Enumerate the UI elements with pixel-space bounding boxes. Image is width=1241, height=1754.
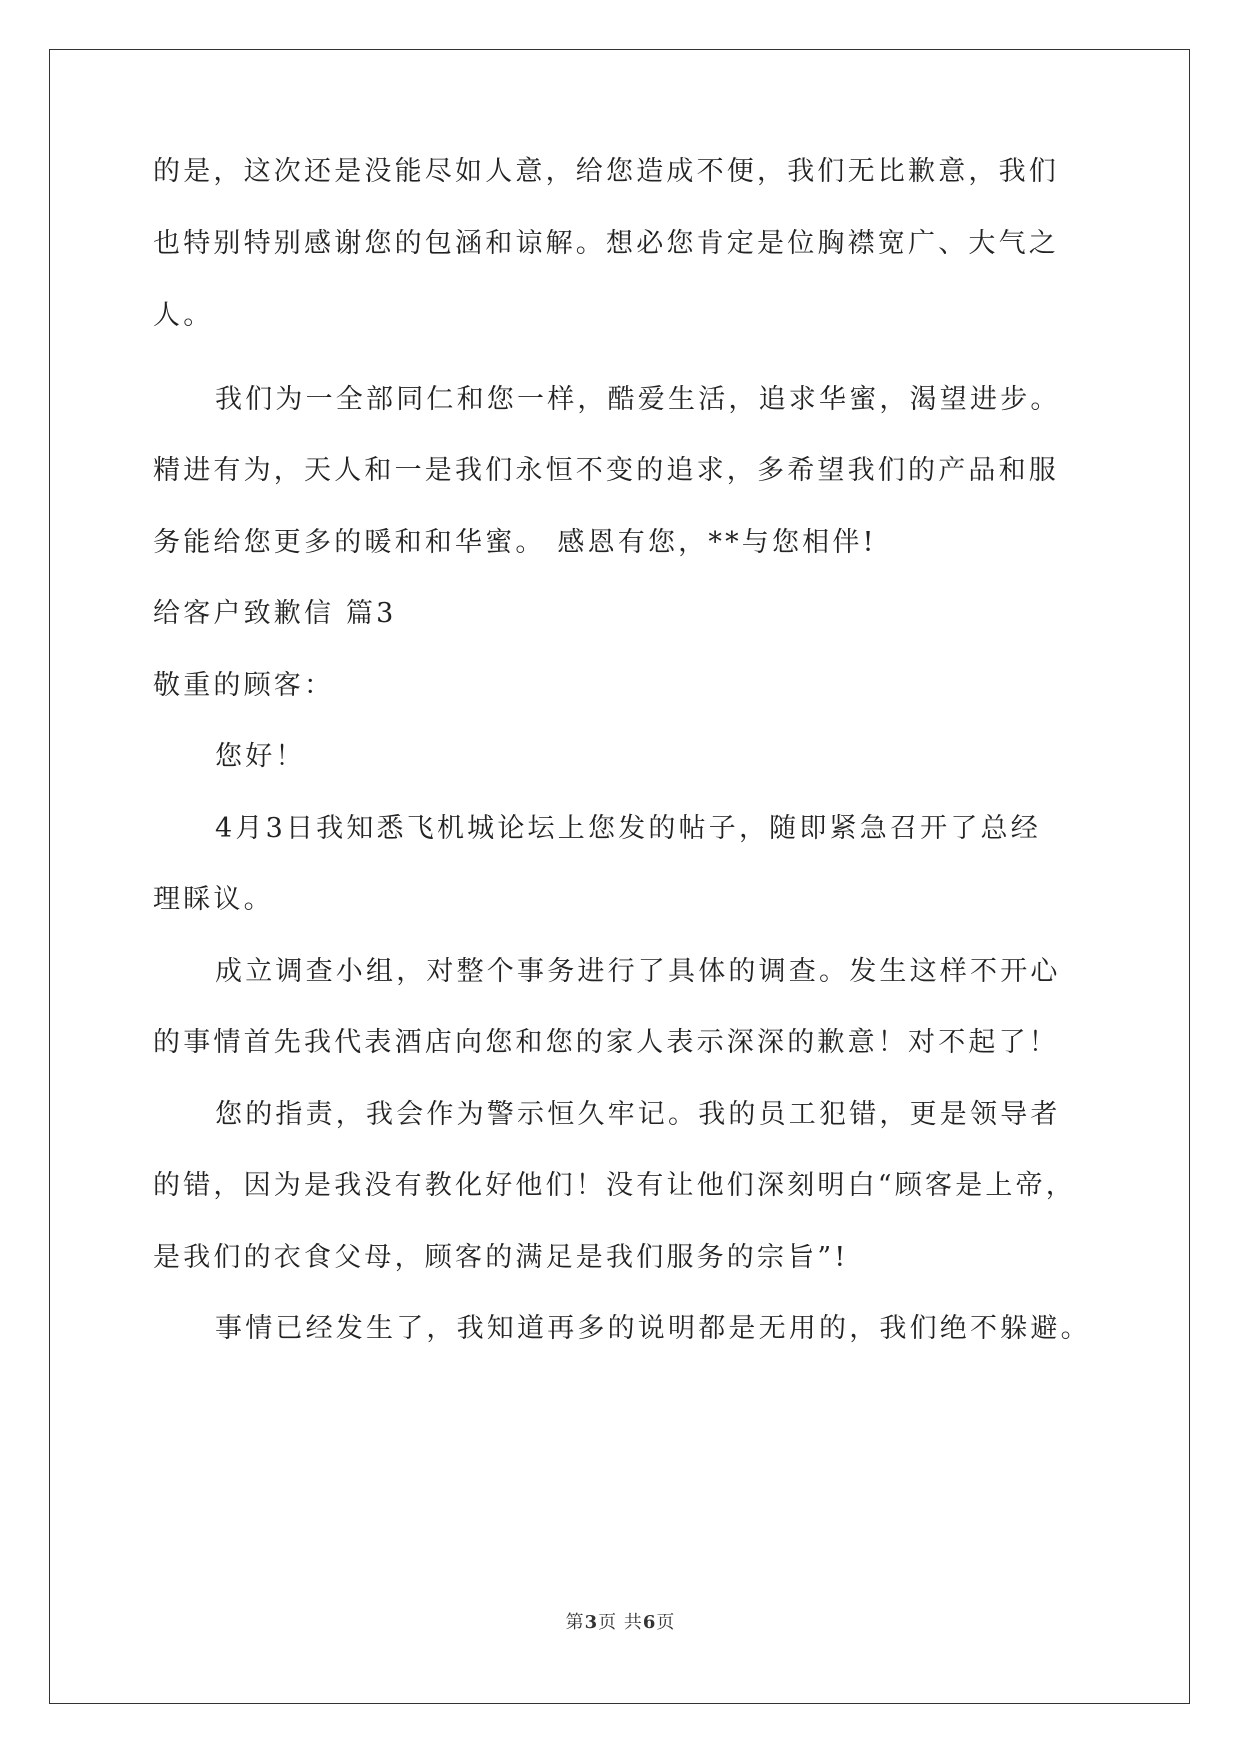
paragraph-line: 我们为一全部同仁和您一样，酷爱生活，追求华蜜，渴望进步。: [215, 384, 1061, 415]
salutation: 敬重的顾客：: [153, 670, 335, 701]
paragraph-line: 精进有为，天人和一是我们永恒不变的追求，多希望我们的产品和服: [153, 455, 1059, 486]
paragraph-line: 务能给您更多的暖和和华蜜。 感恩有您，**与您相伴!: [153, 527, 877, 558]
paragraph-line: 人。: [153, 300, 214, 331]
paragraph-line: 的事情首先我代表酒店向您和您的家人表示深深的歉意！对不起了！: [153, 1027, 1059, 1058]
section-heading: 给客户致歉信 篇3: [153, 598, 397, 629]
page-border: [49, 49, 1190, 1704]
paragraph-line: 是我们的衣食父母，顾客的满足是我们服务的宗旨”!: [153, 1242, 849, 1273]
footer-page-total: 6: [642, 1612, 657, 1633]
footer-page-prefix: 第: [565, 1612, 585, 1633]
paragraph-line: 理睬议。: [153, 884, 274, 915]
paragraph-line: 的错，因为是我没有教化好他们！没有让他们深刻明白“顾客是上帝，: [153, 1170, 1077, 1201]
paragraph-line: 的是，这次还是没能尽如人意，给您造成不便，我们无比歉意，我们: [153, 156, 1059, 187]
paragraph-line: 成立调查小组，对整个事务进行了具体的调查。发生这样不开心: [215, 956, 1061, 987]
page-footer: [0, 1611, 1241, 1635]
footer-page-current: 3: [584, 1612, 599, 1633]
paragraph-line: 4月3日我知悉飞机城论坛上您发的帖子，随即紧急召开了总经: [215, 813, 1041, 844]
paragraph-line: 也特别特别感谢您的包涵和谅解。想必您肯定是位胸襟宽广、大气之: [153, 228, 1059, 259]
paragraph-line: 您的指责，我会作为警示恒久牢记。我的员工犯错，更是领导者: [215, 1099, 1061, 1130]
greeting: 您好！: [215, 741, 306, 772]
footer-page-mid: 页 共: [598, 1612, 643, 1633]
paragraph-line: 事情已经发生了，我知道再多的说明都是无用的，我们绝不躲避。: [215, 1313, 1091, 1344]
footer-page-suffix: 页: [656, 1612, 676, 1633]
